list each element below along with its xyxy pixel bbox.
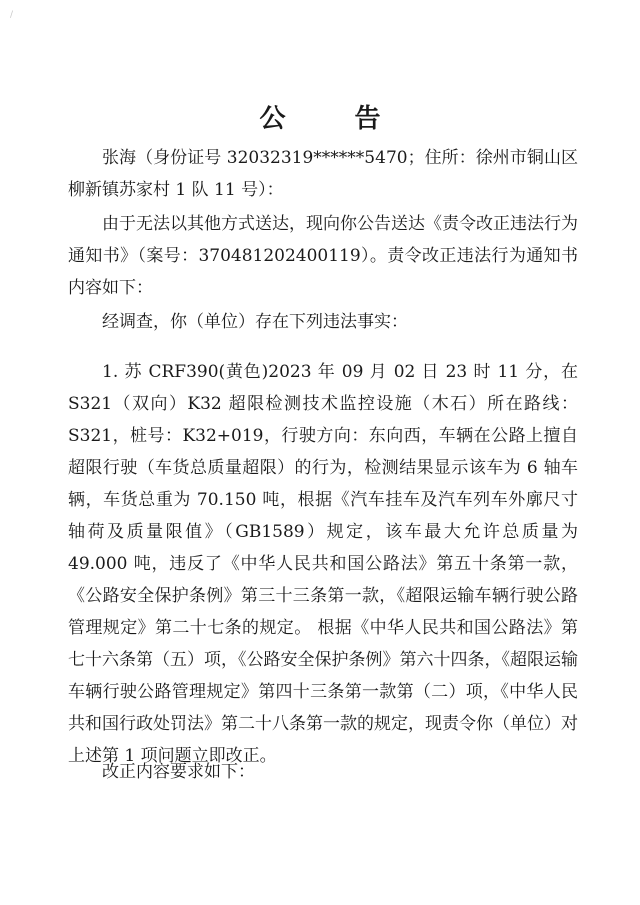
recipient-paragraph: 张海（身份证号 32032319******5470；住所：徐州市铜山区柳新镇苏家村 1 队 11 号）：: [68, 148, 578, 200]
violation-fact-paragraph: 1. 苏 CRF390(黄色)2023 年 09 月 02 日 23 时 11 分，在 S321（双向）K32 超限检测技术监控设施（木石）所在路线：S321，桩号：K32+019，行驶方向：东向西，车辆在公路上擅自超限行驶（车货总质量超限）的行为，检测结果显示该车为 6 轴车辆，车货总重为 70.150 吨，根据《汽车挂车及汽车列车外廓尺寸轴荷及质量限值》（GB1589）规定，该车最大允许总质量为 49.000 吨，违反了《中华人民共和国公路法》第五十条第一款，《公路安全保护条例》第三十三条第一款，《超限运输车辆行驶公路管理规定》第二十七条的规定。 根据《中华人民共和国公路法》第七十六条第（五）项，《公路安全保护条例》第六十四条，《超限运输车辆行驶公路管理规定》第四十三条第一款第（二）项，《中华人民共和国行政处罚法》第二十八条第一款的规定，现责令你（单位）对上述第 1 项问题立即改正。: [68, 362, 578, 766]
page-title: 公 告: [259, 104, 411, 134]
scan-mark: ∕: [10, 10, 14, 20]
intro-paragraph: 由于无法以其他方式送达，现向你公告送达《责令改正违法行为通知书》（案号：370481202400119）。责令改正违法行为通知书内容如下：: [68, 214, 578, 298]
investigation-paragraph: 经调查，你（单位）存在下列违法事实：: [102, 312, 408, 332]
requirements-paragraph: 改正内容要求如下：: [102, 762, 255, 782]
